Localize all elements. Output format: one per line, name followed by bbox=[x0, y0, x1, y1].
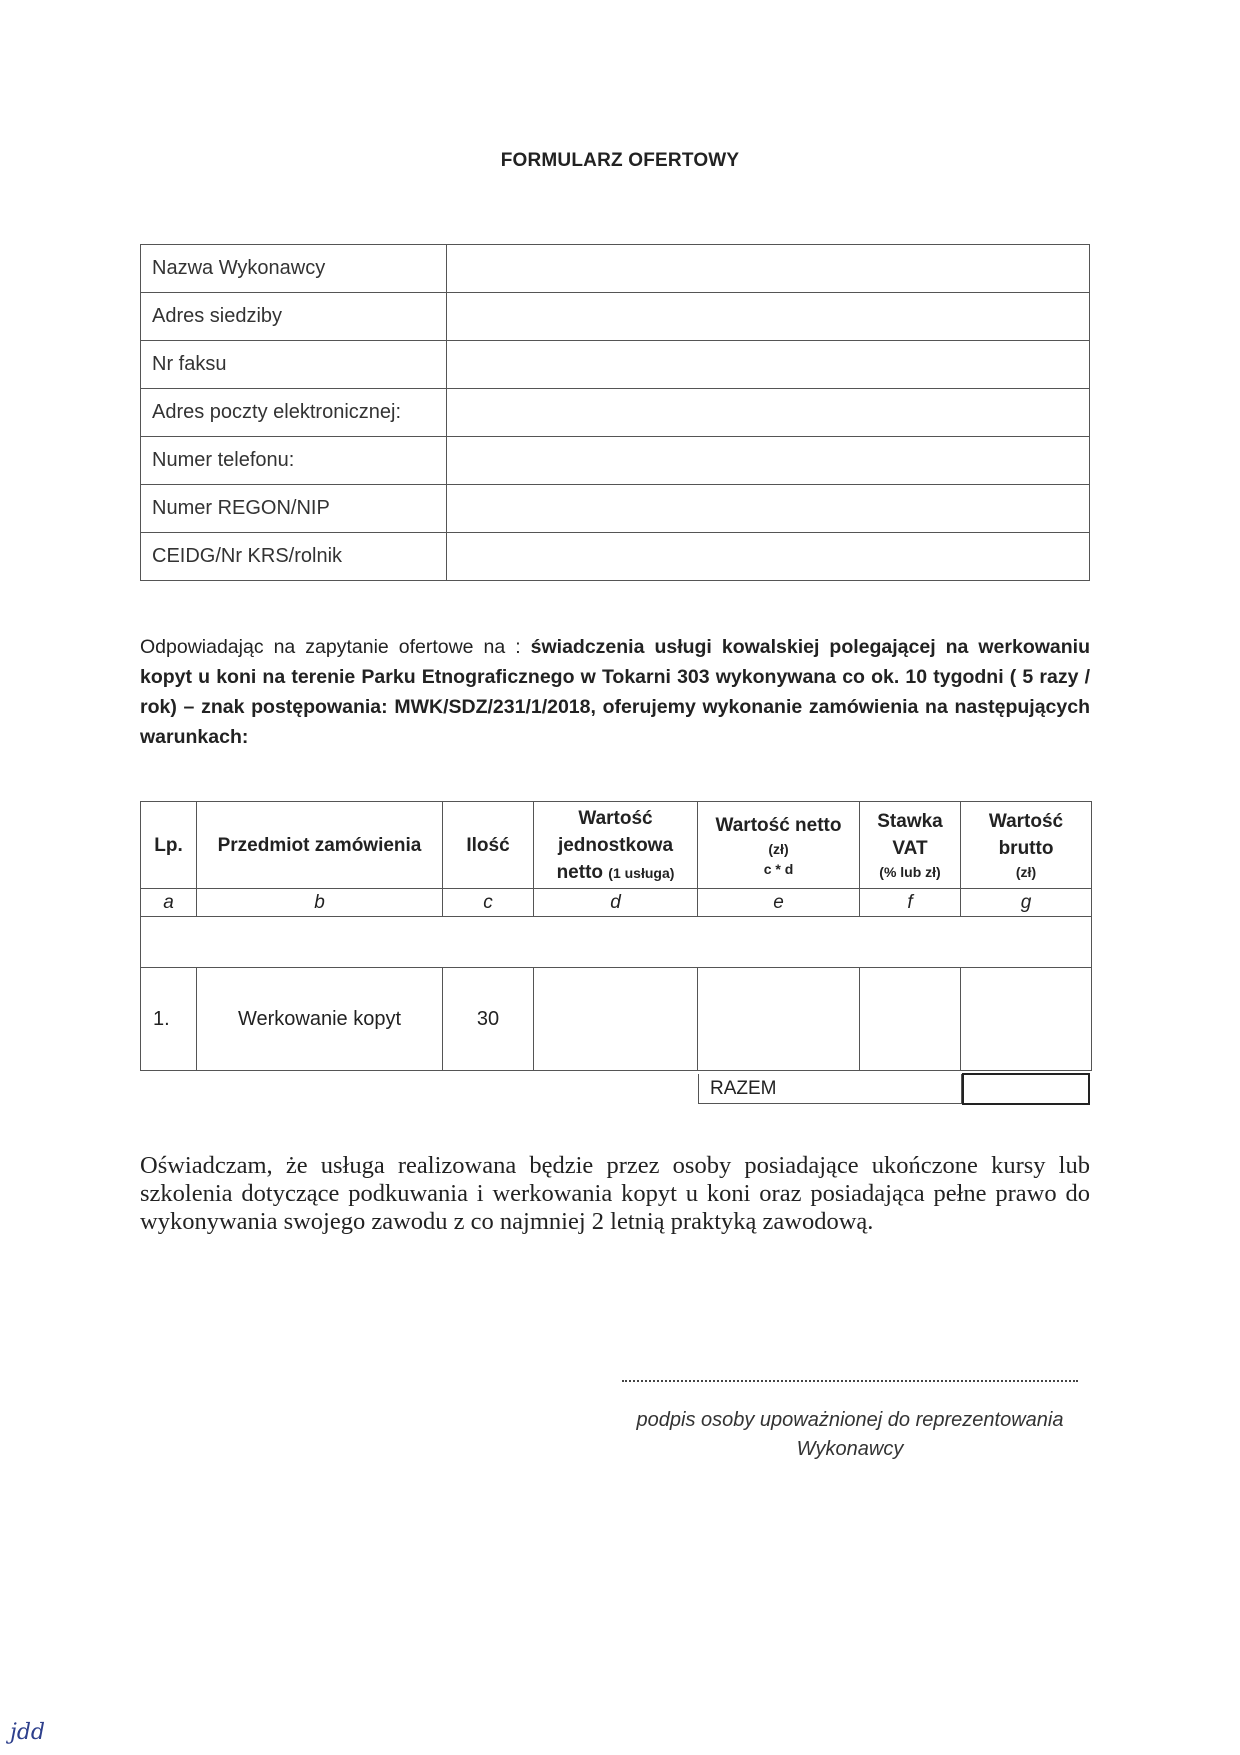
field-value-input[interactable] bbox=[447, 437, 1090, 485]
header-word: netto bbox=[556, 861, 604, 883]
header-unit: (zł) bbox=[1015, 864, 1037, 880]
spacer-cell bbox=[141, 917, 1092, 968]
field-label: Nazwa Wykonawcy bbox=[141, 245, 447, 293]
statement-paragraph: Oświadczam, że usługa realizowana będzie przez osoby posiadające ukończone kursy lub szkolenia dotyczące podkuwania i werkowania kopyt u koni oraz posiadająca pełne prawo do wykonywania swojego zawodu z co najmniej 2 letnią praktyką zawodową. bbox=[140, 1152, 1090, 1235]
column-letter: c bbox=[443, 889, 534, 917]
row-net-input[interactable] bbox=[698, 968, 860, 1071]
signature-caption bbox=[600, 1406, 1100, 1464]
field-value-input[interactable] bbox=[447, 293, 1090, 341]
table-row bbox=[141, 437, 1090, 485]
column-header-vat bbox=[860, 802, 961, 889]
column-letter: e bbox=[698, 889, 860, 917]
signature-line bbox=[622, 1380, 1078, 1384]
column-header-unit-net bbox=[534, 802, 698, 889]
header-line: Wartość netto bbox=[715, 814, 842, 836]
column-letter: g bbox=[961, 889, 1092, 917]
column-letter-row bbox=[141, 889, 1092, 917]
table-row bbox=[141, 968, 1092, 1071]
table-row bbox=[141, 533, 1090, 581]
table-row bbox=[141, 341, 1090, 389]
row-subject: Werkowanie kopyt bbox=[197, 968, 443, 1071]
header-line: Stawka bbox=[877, 811, 943, 832]
header-line: Wartość bbox=[988, 811, 1064, 832]
signature-caption-line: podpis osoby upoważnionej do reprezentowania bbox=[636, 1409, 1064, 1431]
header-row bbox=[141, 802, 1092, 889]
column-header-gross bbox=[961, 802, 1092, 889]
total-label: RAZEM bbox=[698, 1074, 962, 1104]
table-row bbox=[141, 485, 1090, 533]
field-label: Nr faksu bbox=[141, 341, 447, 389]
header-line: VAT bbox=[892, 838, 928, 859]
signature-caption-line: Wykonawcy bbox=[796, 1438, 904, 1460]
header-line: Wartość bbox=[578, 807, 653, 829]
contractor-info-table bbox=[140, 244, 1090, 581]
header-unit: (1 usługa) bbox=[608, 864, 675, 881]
field-label: Numer telefonu: bbox=[141, 437, 447, 485]
header-unit: (% lub zł) bbox=[879, 864, 941, 880]
column-header-subject: Przedmiot zamówienia bbox=[197, 802, 443, 889]
intro-lead: Odpowiadając na zapytanie ofertowe na : bbox=[140, 636, 531, 658]
header-formula: c * d bbox=[763, 860, 794, 877]
intro-subject: świadczenia usługi kowalskiej polegającej na werkowaniu kopyt u koni na terenie Parku Etnograficznego w Tokarni 303 wykonywana co ok. 10 tygodni ( 5 razy / rok) – znak postępowania: MWK/SDZ/231/1/2018, oferujemy wykonanie zamówienia na następujących warunkach: bbox=[140, 636, 1090, 748]
row-unit-net-input[interactable] bbox=[534, 968, 698, 1071]
table-row bbox=[141, 389, 1090, 437]
column-header-lp: Lp. bbox=[141, 802, 197, 889]
field-value-input[interactable] bbox=[447, 245, 1090, 293]
column-header-qty: Ilość bbox=[443, 802, 534, 889]
handwritten-initials: jdd bbox=[10, 1720, 45, 1745]
column-letter: f bbox=[860, 889, 961, 917]
intro-paragraph bbox=[140, 632, 1090, 752]
field-value-input[interactable] bbox=[447, 485, 1090, 533]
column-letter: d bbox=[534, 889, 698, 917]
field-label: Numer REGON/NIP bbox=[141, 485, 447, 533]
header-unit: (zł) bbox=[768, 840, 789, 857]
column-header-net bbox=[698, 802, 860, 889]
header-line: jednostkowa bbox=[557, 834, 674, 856]
table-row bbox=[141, 245, 1090, 293]
field-label: CEIDG/Nr KRS/rolnik bbox=[141, 533, 447, 581]
row-gross-input[interactable] bbox=[961, 968, 1092, 1071]
row-lp: 1. bbox=[141, 968, 197, 1071]
spacer-row bbox=[141, 917, 1092, 968]
field-value-input[interactable] bbox=[447, 341, 1090, 389]
total-value-input[interactable] bbox=[962, 1073, 1090, 1105]
column-letter: a bbox=[141, 889, 197, 917]
row-qty: 30 bbox=[443, 968, 534, 1071]
field-value-input[interactable] bbox=[447, 389, 1090, 437]
column-letter: b bbox=[197, 889, 443, 917]
field-label: Adres siedziby bbox=[141, 293, 447, 341]
table-row bbox=[141, 293, 1090, 341]
field-value-input[interactable] bbox=[447, 533, 1090, 581]
header-line: brutto bbox=[998, 838, 1054, 859]
field-label: Adres poczty elektronicznej: bbox=[141, 389, 447, 437]
row-vat-input[interactable] bbox=[860, 968, 961, 1071]
page-title: FORMULARZ OFERTOWY bbox=[500, 150, 740, 171]
header-line bbox=[534, 859, 697, 886]
order-table bbox=[140, 801, 1092, 1071]
